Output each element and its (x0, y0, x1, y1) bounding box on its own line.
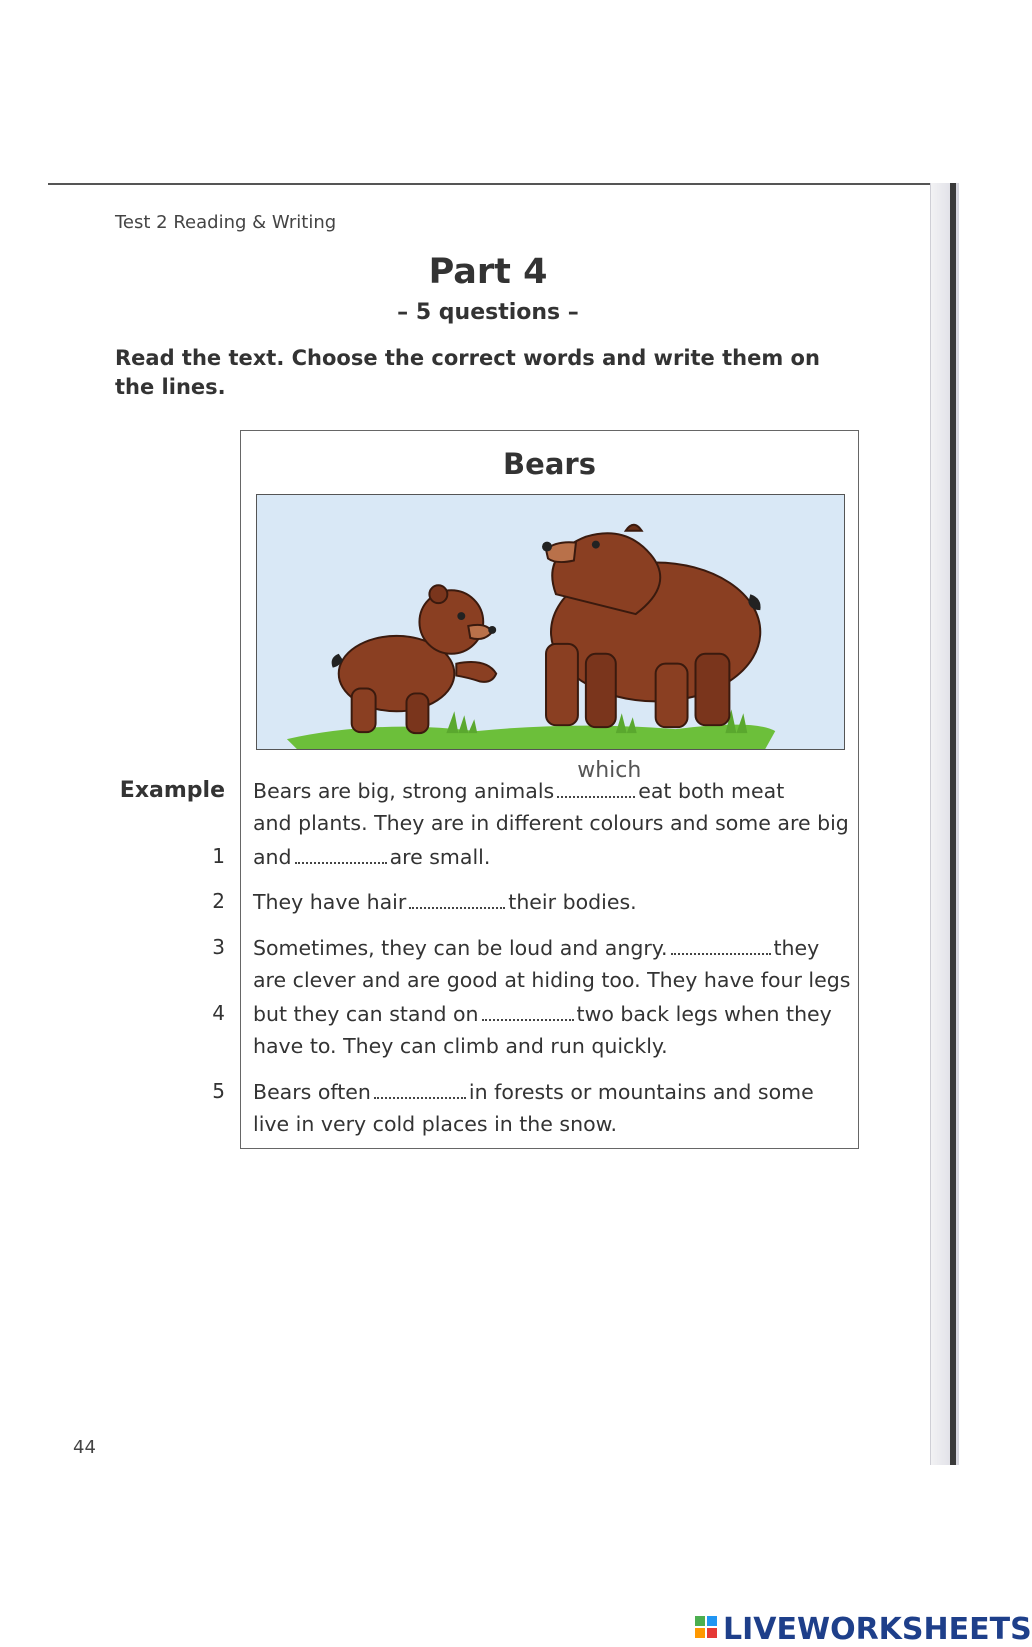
answer-blank-2[interactable] (409, 889, 505, 909)
example-answer-blank (557, 758, 642, 798)
instruction-text: Read the text. Choose the correct words and write them on the lines. (115, 346, 820, 399)
page-edge-shadow (950, 183, 956, 1465)
story-line (253, 935, 853, 960)
story-line: are clever and are good at hiding too. They have four legs (253, 968, 851, 992)
answer-blank-5[interactable] (374, 1079, 466, 1099)
bears-illustration (256, 494, 845, 750)
story-title: Bears (503, 447, 596, 481)
story-line (253, 758, 853, 803)
story-line (253, 1001, 853, 1026)
line-text-before: and (253, 845, 292, 869)
line-text-before: Sometimes, they can be loud and angry. (253, 936, 668, 960)
line-text-before: They have hair (253, 890, 407, 914)
story-line: live in very cold places in the snow. (253, 1112, 618, 1136)
line-text-after: they (773, 936, 820, 960)
story-line (253, 889, 853, 914)
row-label-example: Example (119, 778, 225, 803)
line-text-after: are small. (389, 845, 491, 869)
answer-blank-4[interactable] (482, 1001, 574, 1021)
line-text-before: but they can stand on (253, 1002, 479, 1026)
line-text-before: Bears often (253, 1080, 371, 1104)
running-title: Test 2 Reading & Writing (115, 212, 337, 233)
line-text-after: in forests or mountains and some (468, 1080, 814, 1104)
line-text-after: eat both meat (638, 779, 785, 803)
line-text-after: their bodies. (508, 890, 637, 914)
story-line: and plants. They are in different colours and some are big (253, 811, 849, 835)
part-title: Part 4 (428, 252, 548, 292)
question-number-5: 5 (212, 1079, 225, 1103)
top-rule (48, 183, 958, 185)
answer-blank-1[interactable] (295, 844, 387, 864)
bears-picture (257, 495, 844, 749)
liveworksheets-logo-icon (695, 1616, 717, 1640)
answer-blank-3[interactable] (671, 935, 771, 955)
story-line (253, 844, 853, 869)
story-line: have to. They can climb and run quickly. (253, 1034, 668, 1058)
story-line (253, 1079, 853, 1104)
page-number: 44 (73, 1437, 96, 1458)
question-number-1: 1 (212, 844, 225, 868)
example-answer: which (577, 758, 642, 783)
question-number-2: 2 (212, 889, 225, 913)
line-text-after: two back legs when they (576, 1002, 832, 1026)
liveworksheets-brand[interactable]: LIVEWORKSHEETS (723, 1612, 1032, 1647)
line-text-before: Bears are big, strong animals (253, 779, 555, 803)
part-subtitle: – 5 questions – (397, 300, 579, 325)
question-number-3: 3 (212, 935, 225, 959)
question-number-4: 4 (212, 1001, 225, 1025)
